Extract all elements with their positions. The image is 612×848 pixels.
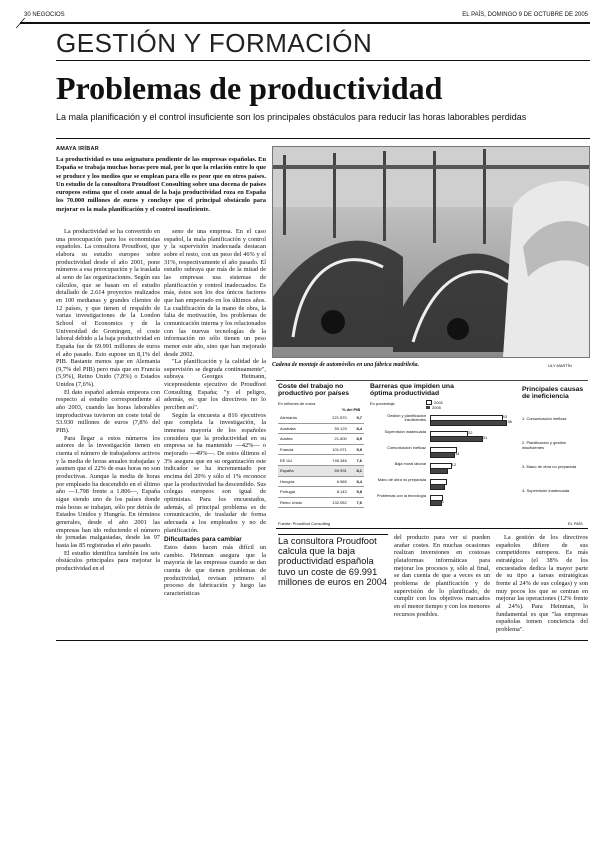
byline: AMAYA IRÍBAR [56,146,100,152]
section-rule [56,60,590,61]
pullquote-rule [278,534,388,535]
paragraph: seno de una empresa. En el caso español, la mala planificación y control y la supervisión inadecuada destacan sobre el resto, con un peso del 46% y el 31%, respectivamente el año pasado. El estudio subraya que más de la mitad de las empresas usa sistemas de planificación y control inadecuados. Es más, éstos son los dos únicos factores que han empeorado en los últimos años. La cualificación de la mano de obra, la falta de motivación, los problemas de comunicación interna y los relacionados con las nuevas tecnologías de la información no sólo tienen un peso menor este año, sino que han mejorado desde 2002. [164,228,266,358]
chart-bar-2005 [430,436,483,442]
table-row-spain: España 69.991 8,1 [278,465,364,476]
table-row: Austria 21.600 8,9 [278,434,364,445]
chart-title: Barreras que impiden una óptima productividad [370,383,454,398]
chart-data-label: 31 [482,435,488,440]
chart-category-label: Problemas con la tecnología [376,493,426,498]
chart-data-label: 12 [451,462,457,467]
chart-category-label: Comunicación ineficaz [387,445,426,450]
table-subtitle: En millones de euros [278,401,316,406]
chart-data-label: 22 [468,430,473,435]
causes-title: Principales causas de ineficiencia [522,386,584,401]
article-bottom-rule [56,640,588,641]
body-column-1 [56,228,160,573]
chart-bar-2005 [430,484,445,490]
table-pib-header: % del PIB [342,407,361,412]
deck-rule [56,138,590,139]
table-row: Australia 50.123 8,4 [278,423,364,434]
photo-credit: ULY MARTÍN [548,363,572,368]
barriers-chart [370,414,520,516]
paragraph: El estudio identifica también los seis obstáculos principales para mejorar la productividad en el [56,549,160,572]
chart-bar-2005 [430,499,445,506]
chart-subtitle: En porcentaje [370,401,395,406]
headline: Problemas de productividad [56,70,443,106]
header-rule [20,22,590,24]
newspaper-dateline: EL PAÍS, DOMINGO 9 DE OCTUBRE DE 2005 [462,12,588,18]
table-row: Reino Unido 132.052 7,6 [278,497,364,508]
table-row: EE UU 745.348 7,6 [278,455,364,466]
table-row: Francia 101.071 5,9 [278,444,364,455]
table-row: Portugal 8.143 5,8 [278,487,364,498]
paragraph: La gestión de los directivos españoles difiere de sus competidores europeos. Es más estratégica (el 38% de los encuestados dedica la mayor parte de su tipo a tareas estratégicas frente al 24% de sus colegas) y son muy pocos los que se centran en mejorar las operaciones (12% frente al 24%). Para Heinman, lo fundamental es que "las empresas españolas tomen conciencia del problema". [496,534,588,633]
cause-item: 2. Planificación y gestión insuficientes [522,440,567,450]
table-row: Alemania 221.570 9,7 [278,413,364,423]
cost-table [278,413,364,508]
chart-category-label: Supervisión inadecuada [384,429,426,434]
pull-quote: La consultora Proudfoot calcula que la baja productividad española tuvo un coste de 69.991 millones de euros en 2004 [278,536,388,587]
chart-data-label: 14 [454,451,460,456]
table-title: Coste del trabajo no productivo por países [278,383,350,398]
photo-caption: Cadena de montaje de automóviles en una fábrica madrileña. [272,362,420,368]
lede: La productividad es una asignatura pendiente de las empresas españolas. En España se trabaja muchas horas pero mal, por lo que la relación entre lo que se produce y los medios que se emplean para ello es peor que en otros países. Un estudio de la consultora Proudfoot Consulting sobre una docena de países europeos estima que el coste anual de la baja productividad roza en España los 70.000 millones de euros y concluye que el principal obstáculo para mejorar es la mala planificación y el control insuficiente. [56,156,266,213]
legend-label-2005: 2005 [432,405,441,410]
paragraph: El dato español además empeora con respecto al estudio correspondiente al año 2003, cuando las horas laborables improductivas tuvieron un coste total de 53.930 millones de euros (7,8% del PIB). [56,388,160,435]
cause-item: 3. Mano de obra no preparada [522,464,577,469]
cause-item: 1. Comunicación ineficaz [522,416,567,421]
chart-legend [426,400,443,410]
body-column-5 [496,534,588,634]
assembly-line-photo [272,146,590,358]
paragraph: Estos datos hacen más difícil un cambio. Heinman asegura que la mayoría de las empresas cuando se dan cuenta de que tienen problemas de productividad, revisan primero el proceso de fabricación y luego las características [164,543,266,597]
paragraph: Para llegar a estos números los autores de la investigación tienen en cuenta el número de trabajadores activos y la media de horas anuales trabajadas y asumen que el 22% de esas horas no son productivas. Aunque la media de horas por empleado ha descendido en el último año —1.798 frente a 1.806—, España sigue siendo uno de los países donde más horas se trabajan, sólo por detrás de Estados Unidos y Hungría. En términos generales, desde el año 2001 las empresas han ido reduciendo el número de jornadas malgastadas, desde las 97 hasta las 85 registradas el año pasado. [56,434,160,549]
body-column-2 [164,228,266,598]
chart-category-label: Baja moral laboral [394,461,426,466]
chart-data-label: 46 [507,419,512,424]
page-folio: 30 NEGOCIOS [24,12,65,18]
chart-bar-2005 [430,452,455,458]
chart-category-label: Gestión y planificación insuficientes [387,413,426,423]
chart-bar-2005 [430,468,448,474]
paragraph: La productividad se ha convertido en una preocupación para los economistas españoles. La consultora Proudfoot, que elabora su estudio europeo sobre productividad desde el año 2001, pone números a esa preocupación y la traslada al seno de las organizaciones. Según sus cálculos, que se basan en el estudio detallado de 2.614 proyectos realizados en 100 medianas y grandes clientes de 12 países, y que tienen el respaldo de varias investigaciones de la London School of Economics y de la Universidad de Groningen, el coste laboral debido a la baja productividad en España fue de 69.991 millones de euros el año pasado. Esto supone un 8,1% del PIB. Bastante menos que en Alemania (9,7% del PIB) pero más que en Francia (5,9%), Reino Unido (7,8%) o Estados Unidos (7,6%). [56,228,160,389]
section-title: GESTIÓN Y FORMACIÓN [56,28,373,58]
legend-label-2002: 2002 [434,400,443,405]
legend-swatch-2005 [426,406,430,409]
deck: La mala planificación y el control insuficiente son los principales obstáculos para reducir las horas laborables perdidas [56,112,527,122]
subheading: Dificultades para cambiar [164,536,242,544]
chart-data-label: 1 [441,499,445,504]
paragraph: Según la encuesta a 816 ejecutivos que completa la investigación, la inmensa mayoría de los españoles considera que la productividad en su empresa se ha mantenido —42%— o mejorado —49%—. De estos últimos el 3% asegura que en su organización este indicador se ha incrementado por encima del 20% y sólo el 1% reconoce que la productividad ha descendido. Sus colegas europeos son igual de optimistas. Para los encuestados, además, el principal problema es de comunicación, de trasladar de forma adecuada a los empleados y no de planificación. [164,411,266,534]
table-row: Hungría 6.965 8,4 [278,476,364,487]
body-column-4 [394,534,490,618]
cause-item: 4. Supervisión inadecuada [522,488,570,493]
graphic-credit: EL PAÍS [568,521,583,526]
paragraph: "La planificación y la calidad de la supervisión se degrada continuamente", subraya Georges Heimann, vicepresidente ejecutivo de Proudfoot Consulting España; "y el peligro, además, es que los directivos no lo perciben así". [164,358,266,412]
paragraph: del producto para ver si pueden arañar costes. En muchas ocasiones realizan inversiones en costosas plataformas informáticas para mejorar los procesos y, sólo al final, se dan cuenta de que a veces es un problema de planificación y de supervisión de lo planificado, de cumplir con los objetivos marcados en el menor tiempo y con los menores recursos posibles. [394,534,491,618]
graphic-bottom-rule [276,528,588,529]
chart-bar-2005 [430,420,507,426]
table-source: Fuente: Proudfoot Consulting [278,521,331,526]
chart-data-label: 43 [502,414,507,419]
causes-list [522,416,586,512]
chart-category-label: Mano de obra no preparada [377,477,426,482]
